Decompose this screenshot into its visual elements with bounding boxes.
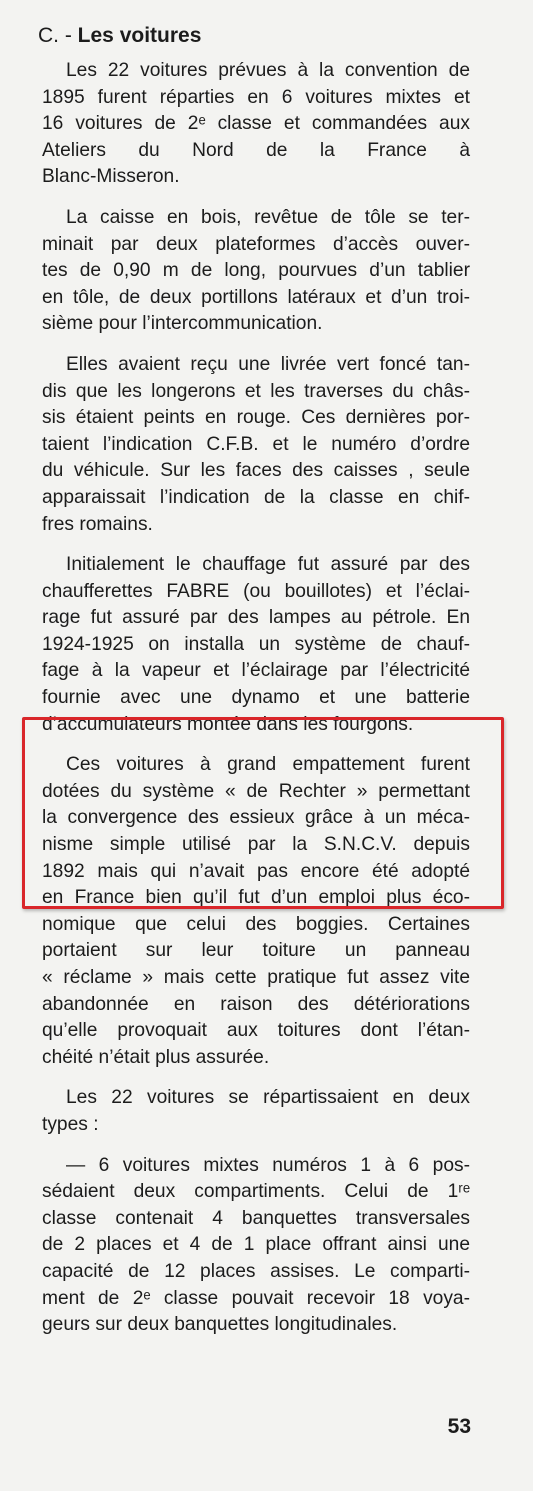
- text-line: abandonnée en raison des détériorations: [42, 993, 470, 1015]
- text-line: fage à la vapeur et l’éclairage par l’électricité: [42, 660, 470, 682]
- text-line: chaufferettes FABRE (ou bouillotes) et l’éclai-: [42, 580, 470, 602]
- text-line: portaient sur leur toiture un panneau: [42, 940, 470, 962]
- text-line: 16 voitures de 2ᵉ classe et commandées aux: [42, 113, 470, 135]
- text-line: sédaient deux compartiments. Celui de 1ʳᵉ: [42, 1181, 470, 1203]
- text-line: dis que les longerons et les traverses du châs-: [42, 380, 470, 402]
- text-line: en tôle, de deux portillons latéraux et d’un troi-: [42, 286, 470, 308]
- paragraph: [42, 1153, 470, 1339]
- text-line: Les 22 voitures prévues à la convention de: [66, 60, 470, 81]
- text-line: La caisse en bois, revêtue de tôle se ter-: [66, 206, 470, 228]
- section-title: Les voitures: [77, 24, 202, 47]
- text-line: 1924-1925 on installa un système de chauf-: [42, 633, 470, 655]
- paragraph: [42, 752, 470, 1071]
- text-line: nomique que celui des boggies. Certaines: [42, 913, 470, 935]
- text-line: taient l’indication C.F.B. et le numéro d’ordre: [42, 433, 470, 455]
- text-line: rage fut assuré par des lampes au pétrole. En: [42, 607, 470, 629]
- text-line: Blanc-Misseron.: [42, 166, 180, 188]
- text-line: fournie avec une dynamo et une batterie: [42, 687, 470, 709]
- text-line: apparaissait l’indication de la classe en chif-: [42, 486, 470, 508]
- paragraph: [42, 58, 470, 191]
- text-line: fres romains.: [42, 513, 153, 535]
- text-line: dotées du système « de Rechter » permettant: [42, 780, 470, 802]
- text-line: chéité n’était plus assurée.: [42, 1046, 270, 1068]
- section-prefix: C. -: [38, 24, 72, 47]
- text-line: en France bien qu’il fut d’un emploi plus éco-: [42, 887, 470, 909]
- text-line: ment de 2ᵉ classe pouvait recevoir 18 voya-: [42, 1287, 470, 1309]
- text-line: 1892 mais qui n’avait pas encore été adopté: [42, 860, 470, 882]
- text-line: Ces voitures à grand empattement furent: [66, 754, 470, 776]
- paragraph: [42, 552, 470, 738]
- text-line: 1895 furent réparties en 6 voitures mixtes et: [42, 86, 470, 108]
- paragraph: [42, 352, 470, 538]
- text-line: capacité de 12 places assises. Le comparti-: [42, 1260, 470, 1282]
- text-line: d’accumulateurs montée dans les fourgons.: [42, 713, 414, 735]
- text-line: « réclame » mais cette pratique fut assez vite: [42, 967, 470, 988]
- text-line: sième pour l’intercommunication.: [42, 313, 323, 335]
- text-line: tes de 0,90 m de long, pourvues d’un tablier: [42, 260, 470, 282]
- text-line: sis étaient peints en rouge. Ces dernières por-: [42, 407, 470, 429]
- text-line: types :: [42, 1113, 99, 1135]
- paragraph: [42, 1085, 470, 1138]
- paragraph: [42, 205, 470, 338]
- text-line: la convergence des essieux grâce à un méca-: [42, 807, 470, 829]
- text-line: du véhicule. Sur les faces des caisses , seule: [42, 460, 470, 482]
- section-heading: [38, 22, 201, 50]
- text-line: classe contenait 4 banquettes transversales: [42, 1207, 470, 1229]
- text-line: nisme simple utilisé par la S.N.C.V. depuis: [42, 834, 470, 856]
- text-line: geurs sur deux banquettes longitudinales.: [42, 1314, 398, 1336]
- text-line: — 6 voitures mixtes numéros 1 à 6 pos-: [66, 1154, 470, 1176]
- text-line: Elles avaient reçu une livrée vert foncé tan-: [66, 353, 470, 375]
- page-number: 53: [447, 1415, 471, 1438]
- text-column: [42, 58, 470, 1353]
- text-line: Ateliers du Nord de la France à: [42, 139, 470, 161]
- text-line: Initialement le chauffage fut assuré par des: [66, 554, 470, 576]
- text-line: Les 22 voitures se répartissaient en deux: [66, 1087, 470, 1109]
- text-line: de 2 places et 4 de 1 place offrant ainsi une: [42, 1234, 470, 1256]
- text-line: minait par deux plateformes d’accès ouver-: [42, 233, 470, 255]
- text-line: qu’elle provoquait aux toitures dont l’étan-: [42, 1020, 470, 1042]
